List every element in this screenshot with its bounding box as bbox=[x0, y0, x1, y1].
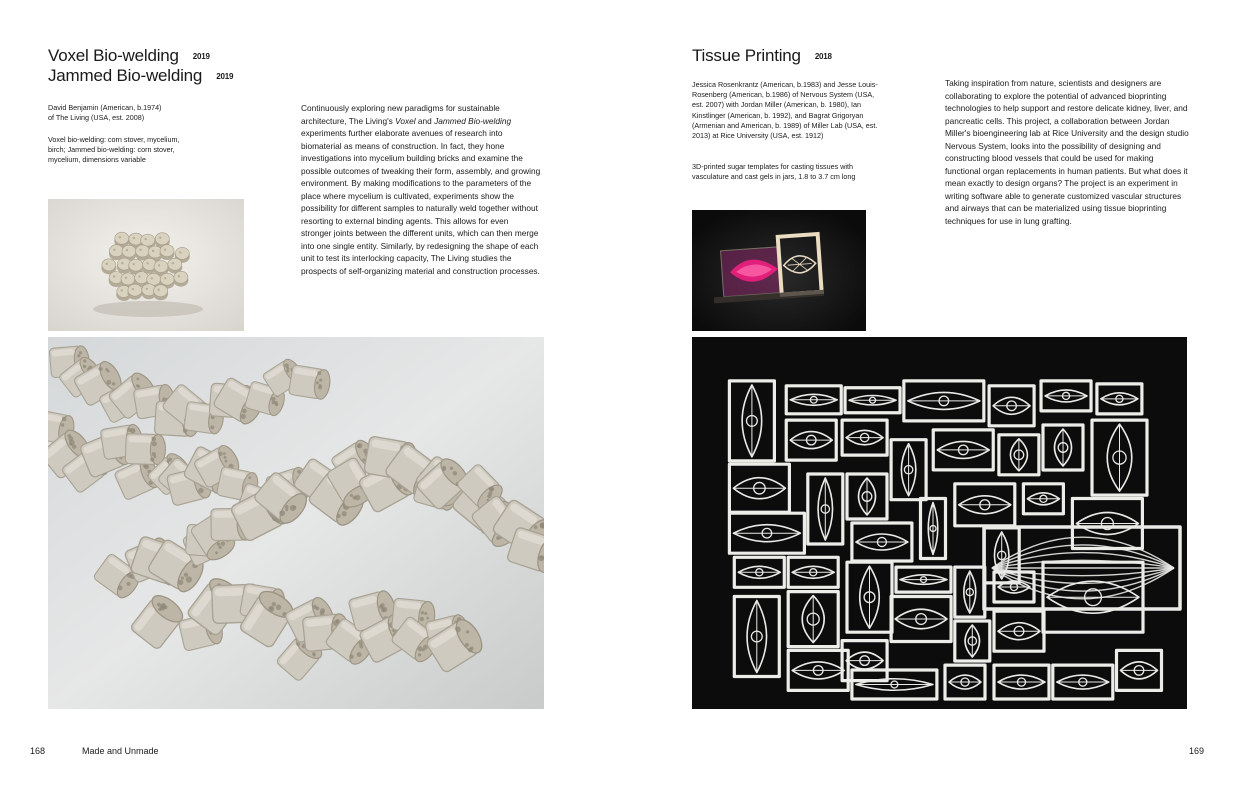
materials-left: Voxel bio-welding: corn stover, mycelium, birch; Jammed bio-welding: corn stover, mycelium, dimensions variable bbox=[48, 135, 180, 165]
sugar-templates-photo bbox=[692, 337, 1187, 709]
year-tissue: 2018 bbox=[814, 52, 832, 61]
page-number-left: 168 bbox=[30, 746, 46, 756]
title-voxel-bio-welding: Voxel Bio-welding 2019 bbox=[48, 46, 210, 65]
title-jammed-bio-welding: Jammed Bio-welding 2019 bbox=[48, 66, 234, 85]
running-title: Made and Unmade bbox=[82, 746, 159, 756]
body-text-right: Taking inspiration from nature, scientists and designers are collaborating to explore the potential of advanced bioprinting technologies to help support and restore delicate kidney, liver, and pancreatic cells. This project, a collaboration between Jordan Miller's bioengineering lab at Rice University and the design studio Nervous System, looks into the possibility of designing and constructing blood vessels that could be used for making functional organ replacements in human patients. But what does it mean exactly to design organs? The project is an experiment in writing software able to generate customized vascular structures and airways that can be materialized using tissue bioprinting techniques for use in lung grafting. bbox=[945, 78, 1189, 226]
year-jammed: 2019 bbox=[216, 72, 234, 81]
page-number-right: 169 bbox=[1189, 746, 1205, 756]
mycelium-brick-chain-photo bbox=[48, 337, 544, 709]
gel-jar-vessel-photo bbox=[692, 210, 866, 331]
body-text-left: Continuously exploring new paradigms for sustainable architecture, The Living's Voxel and Jammed Bio-welding experiments further elaborate avenues of research into biomaterial as means of construction. In fact, they hone investigations into mycelium building bricks and examine the possible outcomes of tweaking their form, assembly, and growing environment. By making modifications to the parameters of the place where mycelium is cultivated, experiments show the possibility for different samples to naturally weld together without resorting to external binding agents. This allows for even stronger joints between the different units, which can then merge into one single entity. Similarly, by redesigning the shape of each unit to test its interlocking capacity, The Living studies the prospects of self-organizing material and construction processes. bbox=[301, 103, 541, 276]
title-tissue-printing: Tissue Printing 2018 bbox=[692, 46, 832, 65]
credits-left: David Benjamin (American, b.1974) of The Living (USA, est. 2008) bbox=[48, 103, 162, 123]
year-voxel: 2019 bbox=[192, 52, 210, 61]
mycelium-cluster-photo bbox=[48, 199, 244, 331]
materials-right: 3D-printed sugar templates for casting tissues with vasculature and cast gels in jars, 1.8 to 3.7 cm long bbox=[692, 162, 856, 182]
credits-right: Jessica Rosenkrantz (American, b.1983) and Jesse Louis-Rosenberg (American, b.1986) of Nervous System (USA, est. 2007) with Jordan Miller (American, b. 1980), Ian Kinstlinger (American, b. 1992), and Bagrat Grigoryan (Armenian and American, b. 1989) of Miller Lab (USA, est. 2013) at Rice University (USA, est. 1912) bbox=[692, 80, 878, 141]
